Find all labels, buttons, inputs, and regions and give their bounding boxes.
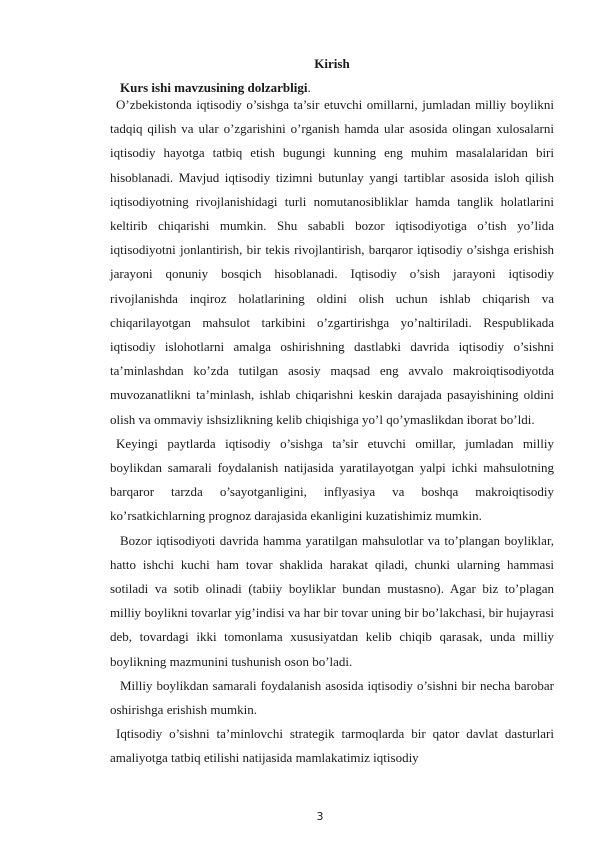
page-title: Kirish bbox=[314, 56, 350, 71]
paragraph-text: Keyingi paytlarda iqtisodiy o’sishga ta’sir etuvchi omillar, jumladan milliy boylikdan samarali foydalanish natijasida yaratilayotgan yalpi ichki mahsulotning barqaror tarzda o’sayotganligini, inflyasiya va boshqa makroiqtisodiy ko’rsatkichlarning prognoz darajasida ekanligini kuzatishimiz mumkin. bbox=[110, 435, 554, 524]
paragraph-text: Iqtisodiy o’sishni ta’minlovchi strategik tarmoqlarda bir qator davlat dasturlari amaliyotga tatbiq etilishi natijasida mamlakatimiz iqtisodiy bbox=[110, 726, 554, 766]
paragraph bbox=[110, 93, 554, 432]
paragraph bbox=[110, 674, 554, 722]
paragraph bbox=[110, 432, 554, 529]
paragraph bbox=[110, 722, 554, 770]
body-text bbox=[110, 93, 554, 771]
subtitle-period: . bbox=[307, 80, 311, 95]
paragraph bbox=[110, 529, 554, 674]
subtitle-text: Kurs ishi mavzusining dolzarbligi bbox=[120, 80, 308, 95]
paragraph-text: Bozor iqtisodiyoti davrida hamma yaratilgan mahsulotlar va to’plangan boyliklar, hatto ishchi kuchi ham tovar shaklida harakat qiladi, chunki ularning hammasi sotiladi va sotib olinadi (tabiiy boyliklar bundan mustasno). Agar biz to’plagan milliy boylikni tovarlar yig’indisi va har bir tovar uning bir bo’lakchasi, bir hujayrasi deb, tovardagi ikki tomonlama xususiyatdan kelib chiqib qarasak, unda milliy boylikning mazmunini tushunish oson bo’ladi. bbox=[110, 532, 554, 669]
paragraph-text: Milliy boylikdan samarali foydalanish asosida iqtisodiy o’sishni bir necha barobar oshirishga erishish mumkin. bbox=[110, 677, 554, 718]
page-number: 3 bbox=[316, 810, 324, 823]
paragraph-text: O’zbekistonda iqtisodiy o’sishga ta’sir etuvchi omillarni, jumladan milliy boylikni tadqiq qilish va ular o’zgarishini o’rganish hamda ular asosida olingan xulosalarni iqtisodiy hayotga tatbiq etish bugungi kunning eng muhim masalalaridan biri hisoblanadi. Mavjud iqtisodiy tizimni butunlay yangi tartiblar asosida isloh qilish iqtisodiyotning rivojlanishidagi turli nomutanosibliklar hamda tanglik holatlarini keltirib chiqarishi mumkin. Shu sababli bozor iqtisodiyotiga o’tish yo’lida iqtisodiyotni jonlantirish, bir tekis rivojlantirish, barqaror iqtisodiy o’sishga erishish jarayoni qonuniy bosqich hisoblanadi. Iqtisodiy o’sish jarayoni iqtisodiy rivojlanishda inqiroz holatlarining oldini olish uchun ishlab chiqarish va chiqarilayotgan mahsulot tarkibini o’zgartirishga yo’naltiriladi. Respublikada iqtisodiy islohotlarni amalga oshirishning dastlabki davrida iqtisodiy o’sishni ta’minlashdan ko’zda tutilgan asosiy maqsad eng avvalo makroiqtisodiyotda muvozanatlikni ta’minlash, ishlab chiqarishni keskin darajada pasayishining oldini olish va ommaviy ishsizlikning kelib chiqishiga yo’l qo’ymaslikdan iborat bo’ldi. bbox=[110, 97, 554, 427]
